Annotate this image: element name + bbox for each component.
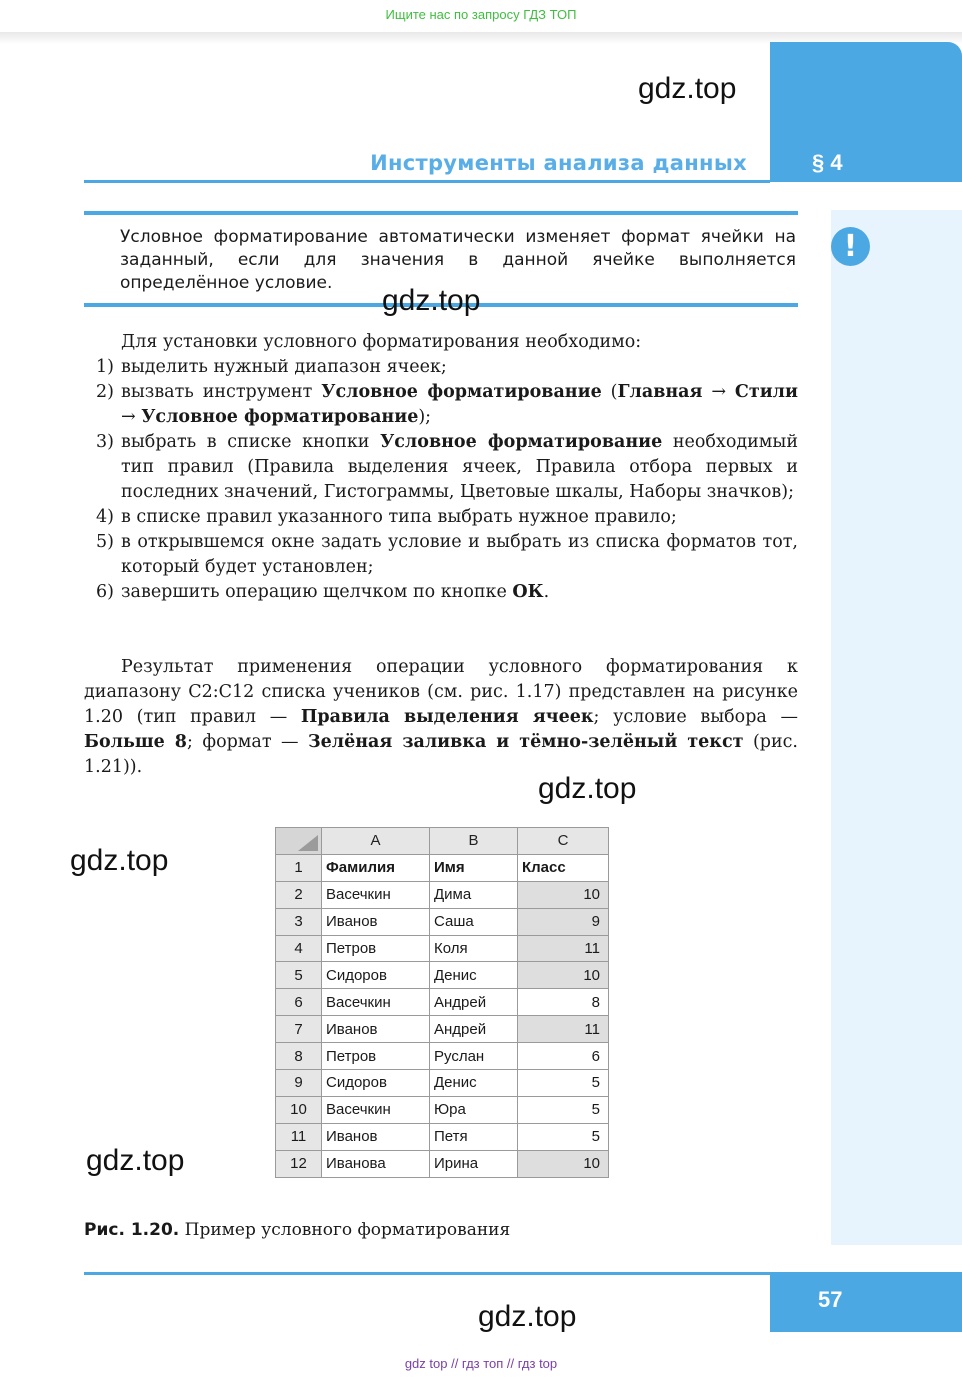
watermark: gdz.top — [478, 1300, 577, 1333]
text-run: завершить операцию щелчком по кнопке — [121, 582, 513, 602]
section-tab — [770, 42, 962, 182]
table-cell: Сидоров — [322, 962, 430, 989]
bold-term: Стили — [734, 382, 798, 402]
row-number: 1 — [276, 854, 322, 881]
table-cell: Коля — [430, 935, 518, 962]
table-cell: 8 — [518, 989, 609, 1016]
list-number: 5) — [96, 532, 114, 552]
row-number: 4 — [276, 935, 322, 962]
list-number: 4) — [96, 507, 114, 527]
table-cell: Петров — [322, 935, 430, 962]
watermark: gdz.top — [86, 1144, 185, 1177]
table-cell: 6 — [518, 1043, 609, 1070]
text-run: необходимый тип правил (Правила выделения ячеек, Правила отбора первых и последних значений, Гистограммы, Цветовые шкалы, Наборы значков); — [121, 432, 798, 502]
column-header-row — [276, 828, 609, 855]
table-row — [276, 1123, 609, 1150]
table-cell: Петя — [430, 1123, 518, 1150]
row-number: 5 — [276, 962, 322, 989]
table-cell: Васечкин — [322, 1096, 430, 1123]
bold-term: Больше 8 — [84, 732, 187, 752]
table-row — [276, 854, 609, 881]
top-banner: Ищите нас по запросу ГДЗ ТОП — [0, 0, 962, 32]
definition-text: Условное форматирование автоматически изменяет формат ячейки на заданный, если для значения в данной ячейке выполняется определённое условие. — [120, 227, 796, 293]
table-cell: Сидоров — [322, 1070, 430, 1097]
list-item — [84, 355, 798, 380]
caption-label: Рис. 1.20. — [84, 1220, 180, 1240]
row-number: 2 — [276, 881, 322, 908]
table-cell: Саша — [430, 908, 518, 935]
text-run: (рис. 1.21)). — [84, 732, 798, 777]
list-item — [84, 530, 798, 580]
table-cell: Иванов — [322, 908, 430, 935]
table-cell: Класс — [518, 854, 609, 881]
text-run: выбрать в списке кнопки — [121, 432, 381, 452]
highlighted-cell: 11 — [518, 1016, 609, 1043]
table-cell: Андрей — [430, 1016, 518, 1043]
text-run: . — [543, 582, 550, 602]
column-header: A — [322, 828, 430, 855]
table-cell: Денис — [430, 1070, 518, 1097]
bold-term: Условное форматирование — [141, 407, 419, 427]
table-cell: Руслан — [430, 1043, 518, 1070]
column-header: C — [518, 828, 609, 855]
table-cell: Фамилия — [322, 854, 430, 881]
table-cell: Андрей — [430, 989, 518, 1016]
bold-term: Условное форматирование — [321, 382, 602, 402]
table-cell: Иванов — [322, 1016, 430, 1043]
table-cell: Петров — [322, 1043, 430, 1070]
footer-divider — [84, 1272, 770, 1275]
highlighted-cell: 11 — [518, 935, 609, 962]
table-row — [276, 1043, 609, 1070]
row-number: 11 — [276, 1123, 322, 1150]
caption-text: Пример условного форматирования — [184, 1220, 511, 1240]
list-number: 2) — [96, 382, 114, 402]
table-cell: 5 — [518, 1123, 609, 1150]
text-run: вызвать инструмент — [121, 382, 322, 402]
row-number: 3 — [276, 908, 322, 935]
text-run: выделить нужный диапазон ячеек; — [121, 357, 447, 377]
highlighted-cell: 10 — [518, 881, 609, 908]
steps-block — [84, 330, 798, 605]
text-run: ; формат — — [186, 732, 308, 752]
row-number: 12 — [276, 1150, 322, 1177]
list-item — [84, 580, 798, 605]
table-row — [276, 989, 609, 1016]
table-cell: Иванова — [322, 1150, 430, 1177]
table-cell: Васечкин — [322, 989, 430, 1016]
table-row — [276, 962, 609, 989]
bold-term: Зелёная заливка и тёмно-зелёный текст — [308, 732, 744, 752]
table-cell: Имя — [430, 854, 518, 881]
figure-caption — [84, 1220, 510, 1240]
text-run: ; условие выбора — — [593, 707, 798, 727]
steps-intro: Для установки условного форматирования необходимо: — [121, 332, 642, 352]
bottom-links[interactable]: gdz top // гдз топ // гдз top — [404, 1356, 558, 1371]
watermark: gdz.top — [638, 72, 737, 105]
table-cell: Юра — [430, 1096, 518, 1123]
chapter-title: Инструменты анализа данных — [370, 151, 747, 175]
text-run: ( — [601, 382, 618, 402]
table-cell: Иванов — [322, 1123, 430, 1150]
result-paragraph — [84, 655, 798, 780]
watermark: gdz.top — [538, 772, 637, 805]
table-row — [276, 1070, 609, 1097]
definition-top-rule — [84, 211, 798, 215]
table-cell: Васечкин — [322, 881, 430, 908]
watermark: gdz.top — [382, 284, 481, 317]
highlighted-cell: 10 — [518, 962, 609, 989]
highlighted-cell: 10 — [518, 1150, 609, 1177]
bold-term: ОК — [512, 582, 544, 602]
row-number: 6 — [276, 989, 322, 1016]
list-number: 3) — [96, 432, 114, 452]
list-number: 6) — [96, 582, 114, 602]
table-row — [276, 881, 609, 908]
row-number: 10 — [276, 1096, 322, 1123]
table-cell: 5 — [518, 1096, 609, 1123]
watermark: gdz.top — [70, 844, 169, 877]
row-number: 9 — [276, 1070, 322, 1097]
table-cell: Ирина — [430, 1150, 518, 1177]
spreadsheet-figure — [275, 827, 609, 1178]
bold-term: Главная — [617, 382, 703, 402]
column-header: B — [430, 828, 518, 855]
list-item — [84, 505, 798, 530]
bold-term: Условное форматирование — [380, 432, 663, 452]
section-label: § 4 — [812, 150, 843, 175]
list-item — [84, 380, 798, 430]
table-row — [276, 1150, 609, 1177]
table-cell: Дима — [430, 881, 518, 908]
bold-term: Правила выделения ячеек — [300, 707, 594, 727]
page-number: 57 — [818, 1287, 843, 1312]
table-row — [276, 1096, 609, 1123]
text-run: ); — [418, 407, 432, 427]
table-row — [276, 908, 609, 935]
select-all-corner — [276, 828, 322, 855]
text-run: → — [121, 407, 142, 427]
table-row — [276, 935, 609, 962]
text-run: в списке правил указанного типа выбрать нужное правило; — [121, 507, 677, 527]
highlighted-cell: 9 — [518, 908, 609, 935]
list-number: 1) — [96, 357, 114, 377]
footer-tab — [770, 1272, 962, 1332]
row-number: 7 — [276, 1016, 322, 1043]
text-run: в открывшемся окне задать условие и выбрать из списка форматов тот, который будет установлен; — [121, 532, 798, 577]
table-cell: Денис — [430, 962, 518, 989]
header-divider — [84, 180, 770, 183]
row-number: 8 — [276, 1043, 322, 1070]
list-item — [84, 430, 798, 505]
text-run: Результат применения операции условного форматирования к диапазону С2:С12 списка учеников (см. рис. 1.17) представлен на рисунке 1.20 (тип правил — — [84, 657, 798, 727]
side-margin-strip — [831, 210, 962, 1245]
steps-list — [84, 355, 798, 605]
table-row — [276, 1016, 609, 1043]
text-run: → — [702, 382, 735, 402]
exclamation-icon: ! — [831, 227, 870, 266]
table-cell: 5 — [518, 1070, 609, 1097]
